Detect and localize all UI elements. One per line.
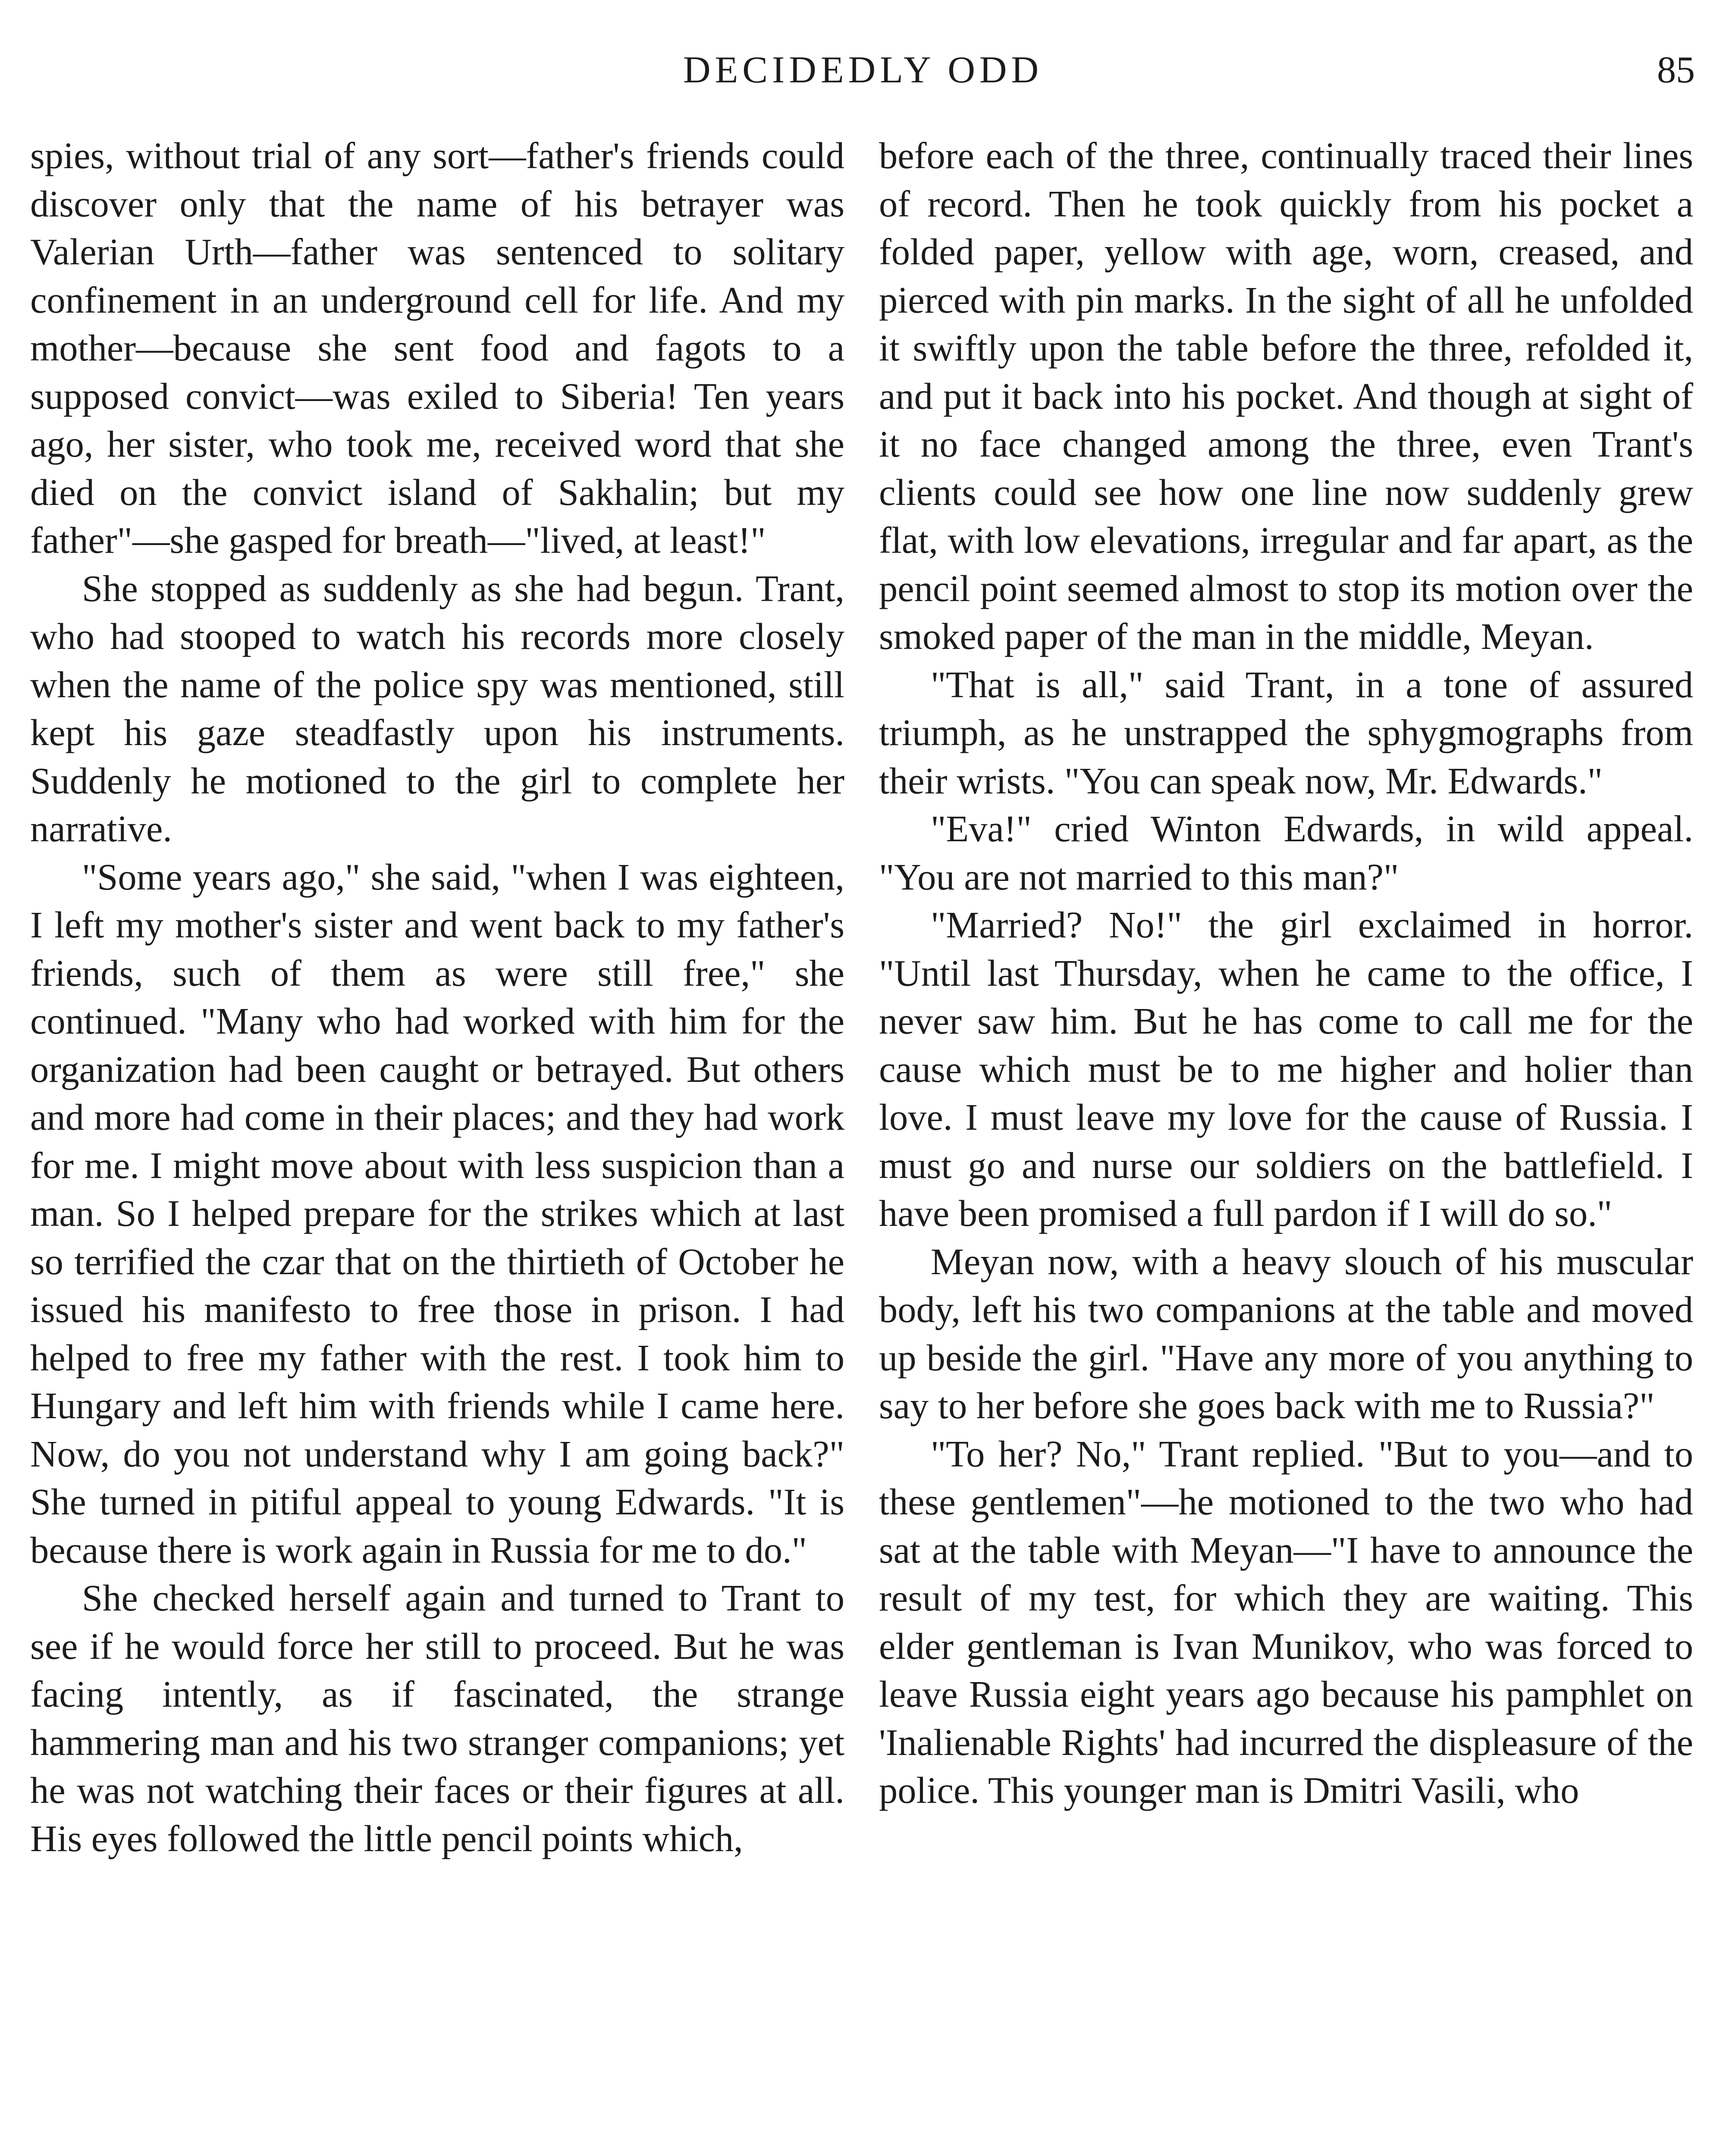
- paragraph: "To her? No," Trant replied. "But to you—and to these gentlemen"—he motioned to the two who had sat at the table with Meyan—"I have to announce the result of my test, for which they are waiting. This elder gentleman is Ivan Munikov, who was forced to leave Russia eight years ago because his pamphlet on 'Inalienable Rights' had incurred the displeasure of the police. This younger man is Dmitri Vasili, who: [879, 1433, 1693, 1811]
- paragraph: She checked herself again and turned to Trant to see if he would force her still to proceed. But he was facing intently, as if fascinated, the strange hammering man and his two stranger companions; yet he was not watching their faces or their figures at all. His eyes followed the little pencil points which,: [30, 1577, 844, 1859]
- page-number: 85: [1657, 49, 1695, 91]
- right-column: [879, 132, 1693, 1815]
- paragraph: "Married? No!" the girl exclaimed in horror. "Until last Thursday, when he came to the office, I never saw him. But he has come to call me for the cause which must be to me higher and holier than love. I must leave my love for the cause of Russia. I must go and nurse our soldiers on the battlefield. I have been promised a full pardon if I will do so.": [879, 904, 1693, 1234]
- running-header: [0, 47, 1726, 94]
- paragraph: spies, without trial of any sort—father's friends could discover only that the name of his betrayer was Valerian Urth—father was sentenced to solitary confinement in an underground cell for life. And my mother—because she sent food and fagots to a supposed convict—was exiled to Siberia! Ten years ago, her sister, who took me, received word that she died on the convict island of Sakhalin; but my father"—she gasped for breath—"lived, at least!": [30, 135, 844, 561]
- paragraph: "Eva!" cried Winton Edwards, in wild appeal. "You are not married to this man?": [879, 808, 1693, 898]
- paragraph: She stopped as suddenly as she had begun. Trant, who had stooped to watch his records more closely when the name of the police spy was mentioned, still kept his gaze steadfastly upon his instruments. Suddenly he motioned to the girl to complete her narrative.: [30, 567, 844, 849]
- paragraph: before each of the three, continually traced their lines of record. Then he took quickly from his pocket a folded paper, yellow with age, worn, creased, and pierced with pin marks. In the sight of all he unfolded it swiftly upon the table before the three, refolded it, and put it back into his pocket. And though at sight of it no face changed among the three, even Trant's clients could see how one line now suddenly grew flat, with low elevations, irregular and far apart, as the pencil point seemed almost to stop its motion over the smoked paper of the man in the middle, Meyan.: [879, 135, 1693, 657]
- paragraph: "That is all," said Trant, in a tone of assured triumph, as he unstrapped the sphygmographs from their wrists. "You can speak now, Mr. Edwards.": [879, 664, 1693, 802]
- paragraph: "Some years ago," she said, "when I was eighteen, I left my mother's sister and went back to my father's friends, such of them as were still free," she continued. "Many who had worked with him for the organization had been caught or betrayed. But others and more had come in their places; and they had work for me. I might move about with less suspicion than a man. So I helped prepare for the strikes which at last so terrified the czar that on the thirtieth of October he issued his manifesto to free those in prison. I had helped to free my father with the rest. I took him to Hungary and left him with friends while I came here. Now, do you not understand why I am going back?" She turned in pitiful appeal to young Edwards. "It is because there is work again in Russia for me to do.": [30, 856, 844, 1571]
- running-title: DECIDEDLY ODD: [683, 49, 1043, 91]
- left-column: [30, 132, 844, 1863]
- paragraph: Meyan now, with a heavy slouch of his muscular body, left his two companions at the table and moved up beside the girl. "Have any more of you anything to say to her before she goes back with me to Russia?": [879, 1241, 1693, 1426]
